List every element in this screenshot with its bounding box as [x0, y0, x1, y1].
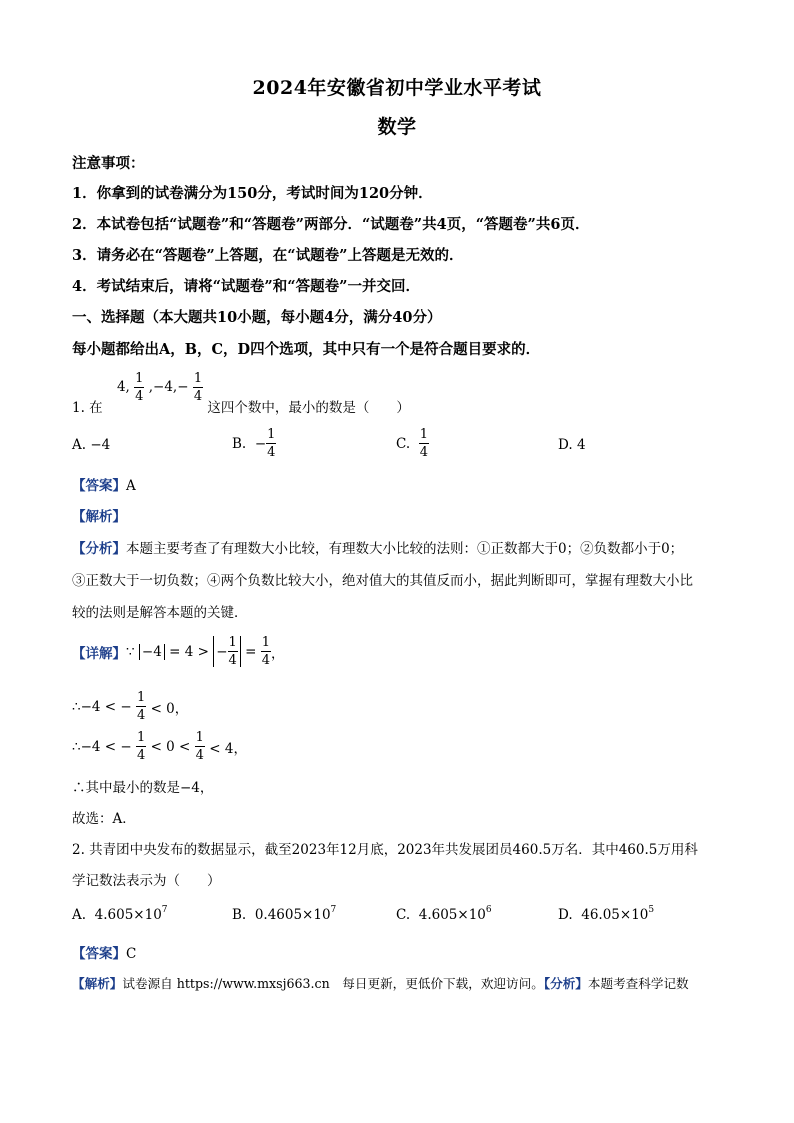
option-a: A. −4 [72, 437, 111, 453]
note-item: 2．本试卷包括“试题卷”和“答题卷”两部分．“试题卷”共4页，“答题卷”共6页． [72, 216, 590, 233]
exam-title: 2024年安徽省初中学业水平考试 [252, 77, 542, 99]
q1-suffix: 这四个数中，最小的数是（ ） [207, 400, 410, 416]
q1-prefix: 1. 在 [72, 400, 103, 416]
option-d: D. $46.05\times 10^5$ [558, 905, 655, 923]
q1-detail-line2: ∴−4 < − $\frac{1}{4}$ < 0， [72, 690, 189, 723]
q1-fraction: $\frac{1}{4}$ [193, 370, 203, 404]
q1-num: 4, [116, 378, 130, 395]
question-2: 2. 共青团中央发布的数据显示，截至2023年12月底，2023年共发展团员460.5万名．其中460.5万用科 [72, 842, 698, 858]
question-2-cont: 学记数法表示为（ ） [72, 873, 221, 889]
subject-title: 数学 [377, 116, 417, 138]
note-item: 3．请务必在“答题卷”上答题，在“试题卷”上答题是无效的． [72, 247, 464, 264]
note-item: 1．你拿到的试卷满分为150分，考试时间为120分钟． [72, 185, 433, 202]
q2-answer: 【答案】C [72, 946, 137, 962]
q2-analysis: 【解析】试卷源自 https://www.mxsj663.cn 每日更新，更低价下载，欢迎访问。【分析】本题考查科学记数 [72, 976, 689, 991]
notes-heading: 注意事项： [72, 155, 145, 172]
q1-fenxi: 【分析】本题主要考查了有理数大小比较，有理数大小比较的法则：①正数都大于0；②负数都小于0； [72, 541, 684, 557]
q1-analysis-tag: 【解析】 [72, 509, 126, 525]
section-instruction: 每小题都给出A，B，C，D四个选项，其中只有一个是符合题目要求的． [72, 341, 541, 358]
option-b: B. − $\frac{1}{4}$ [232, 427, 276, 460]
section-heading: 一、选择题（本大题共10小题，每小题4分，满分40分） [72, 309, 442, 326]
option-c: C. $\frac{1}{4}$ [396, 427, 429, 460]
option-a: A. $4.605\times 10^7$ [72, 905, 168, 923]
q1-detail-line1: 【详解】∵ −4 = 4 > − $\frac{1}{4}$ = $\frac{1}{4}$ ， [72, 635, 285, 668]
note-item: 4．考试结束后，请将“试题卷”和“答题卷”一并交回． [72, 278, 420, 295]
option-d: D. 4 [558, 437, 586, 453]
option-c: C. $4.605\times 10^6$ [396, 905, 492, 923]
q1-fraction: $\frac{1}{4}$ [135, 370, 144, 404]
q1-num: ,−4,− [148, 378, 189, 395]
q1-fenxi-cont: 较的法则是解答本题的关键． [72, 605, 248, 621]
option-b: B. $0.4605\times 10^7$ [232, 905, 337, 923]
q1-detail-line5: 故选：A． [72, 811, 136, 827]
q1-fenxi-cont: ③正数大于一切负数；④两个负数比较大小，绝对值大的其值反而小，据此判断即可，掌握有理数大小比 [72, 573, 693, 589]
q1-detail-line4: ∴其中最小的数是−4， [72, 780, 214, 796]
q1-answer: 【答案】A [72, 478, 136, 494]
question-1 [72, 372, 410, 416]
q1-detail-line3: ∴−4 < − $\frac{1}{4}$ < 0 < $\frac{1}{4}$ < 4， [72, 730, 247, 763]
